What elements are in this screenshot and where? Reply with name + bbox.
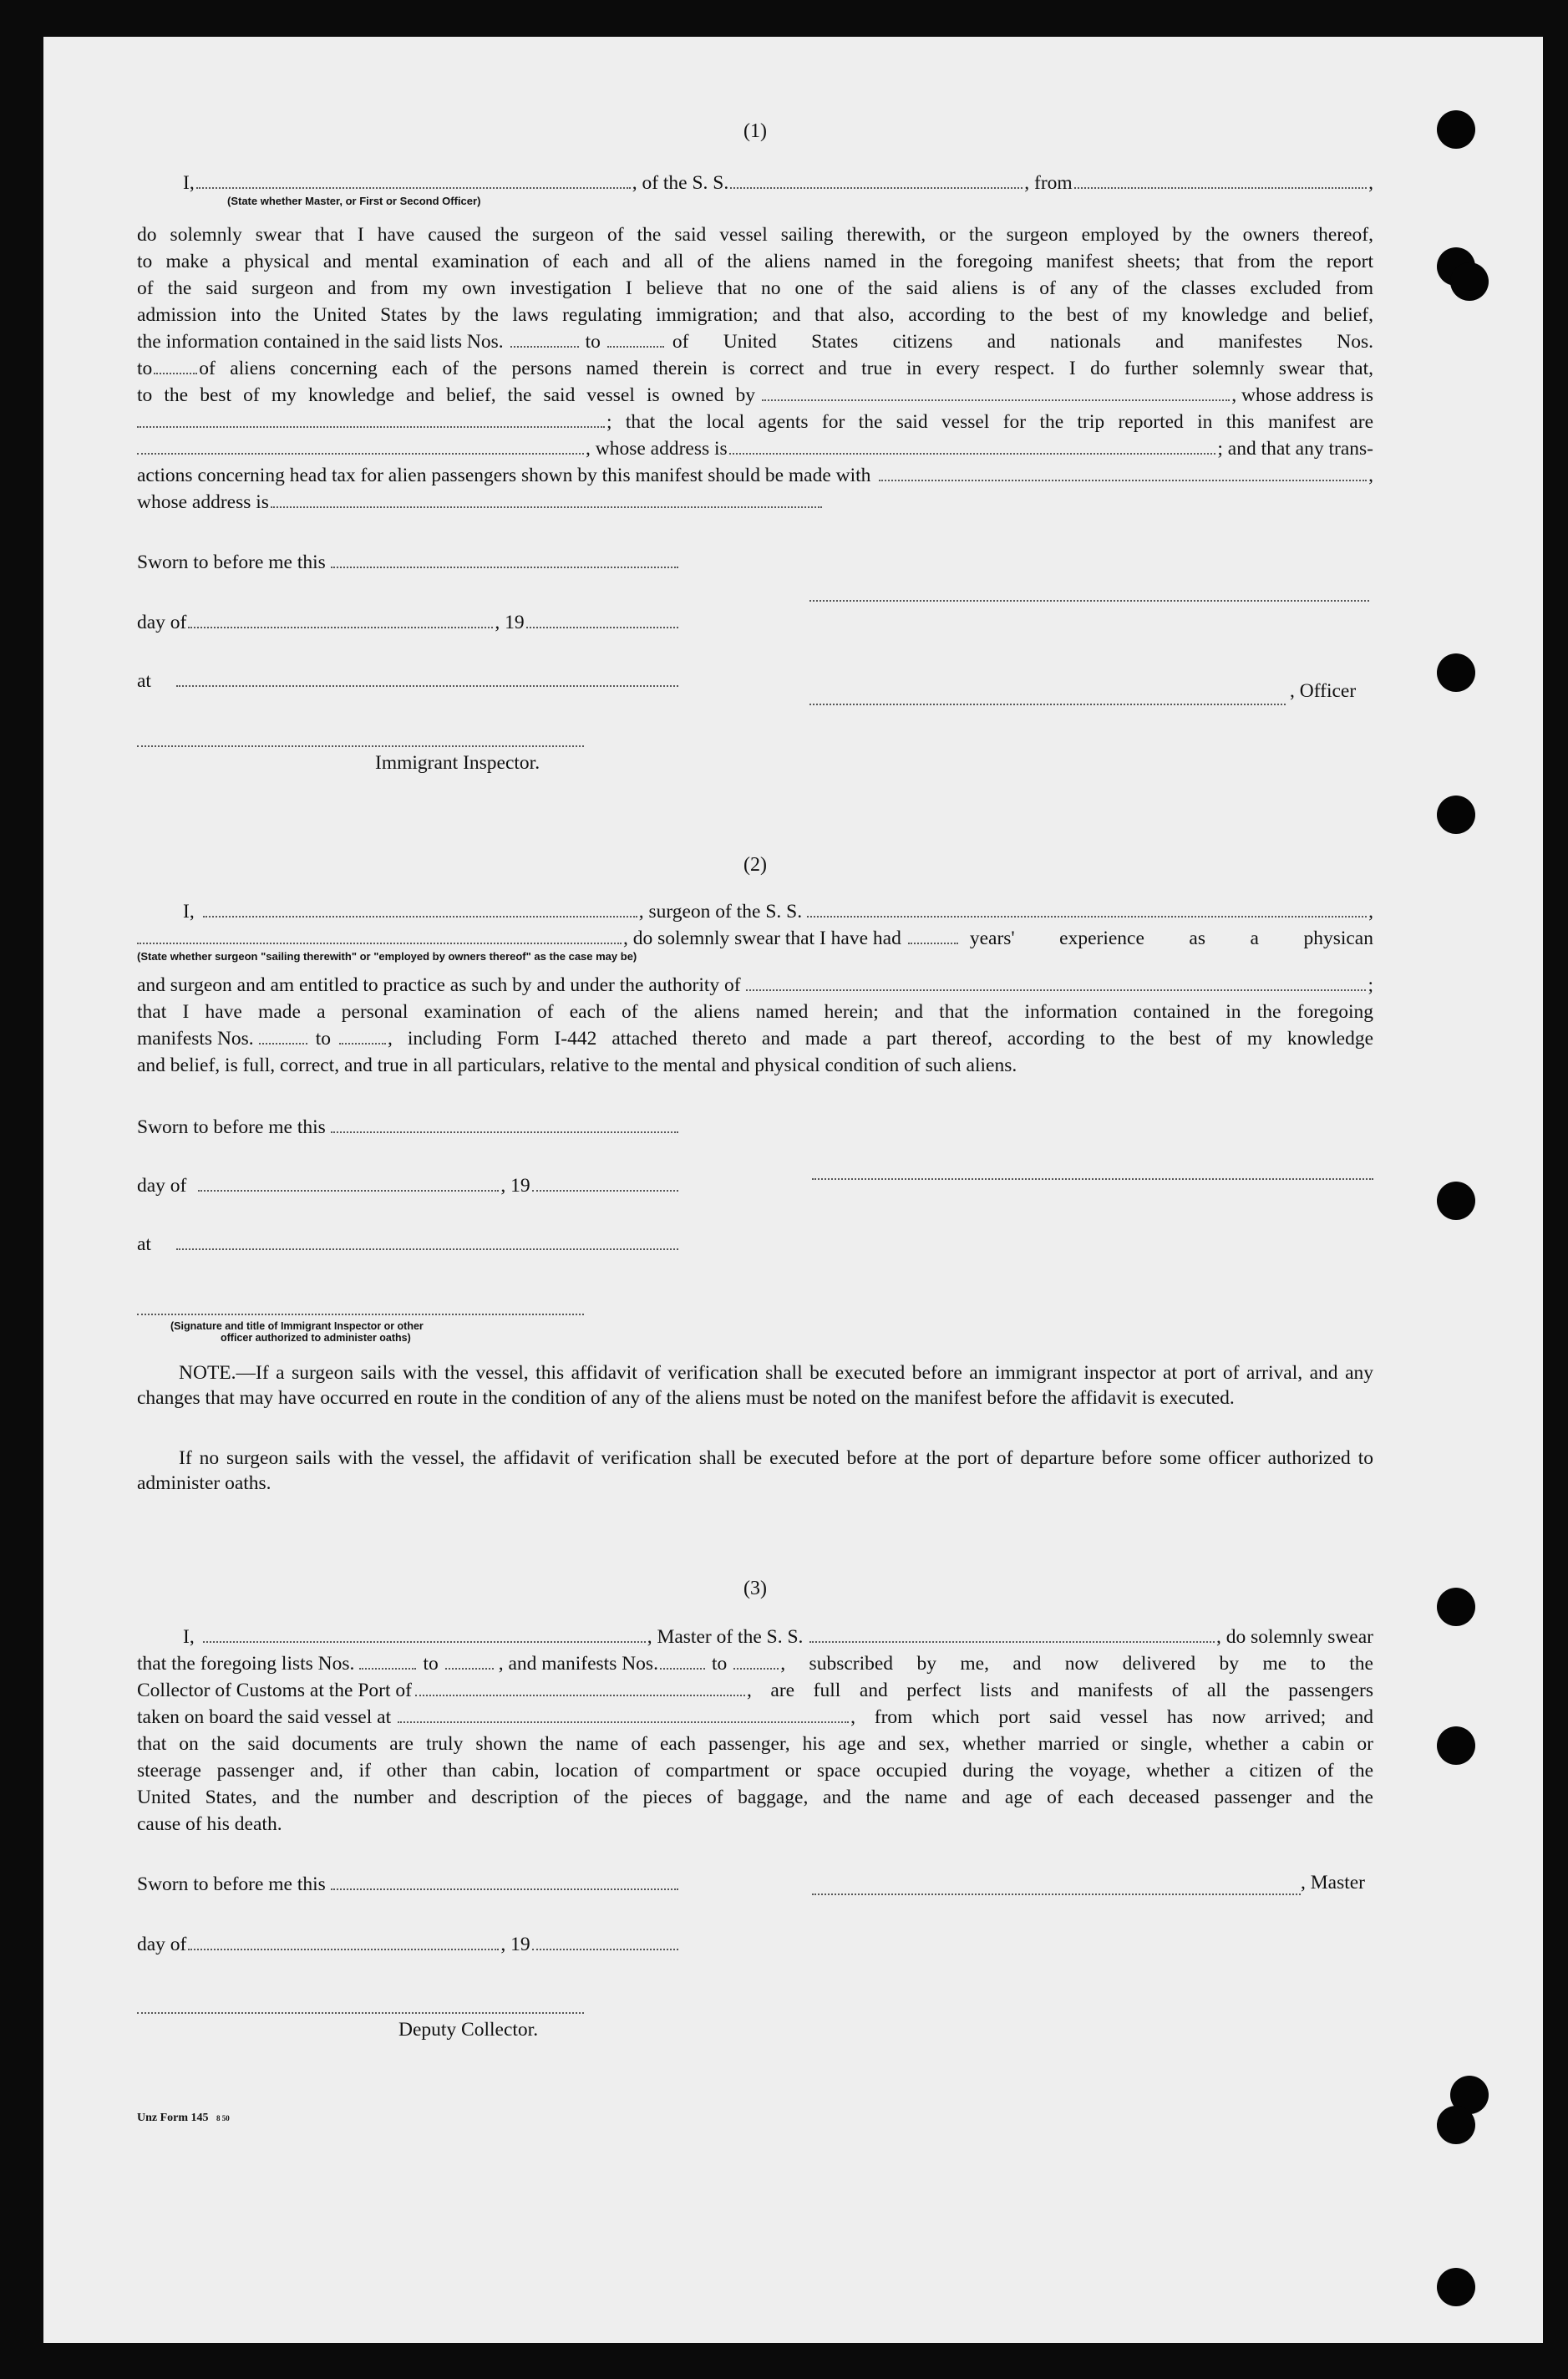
section-number: (1) <box>743 120 767 142</box>
surgeon-signature-line[interactable] <box>812 1177 1373 1180</box>
punch-hole <box>1437 1182 1475 1220</box>
surgeon-vessel-field[interactable] <box>807 914 1367 918</box>
years-field[interactable] <box>908 941 958 944</box>
port-field[interactable] <box>415 1693 745 1696</box>
surgeon-type-field[interactable] <box>137 941 622 944</box>
head-tax-line: actions concerning head tax for alien passengers shown by this manifest should be made with , <box>137 465 1373 486</box>
signature-caption: (Signature and title of Immigrant Inspector or other <box>170 1320 424 1332</box>
examination-line: that I have made a personal examination of each of the aliens named herein; and that the information contained in the foregoing <box>137 1001 1373 1023</box>
officer-name-field[interactable] <box>196 186 631 189</box>
punch-hole <box>1437 110 1475 149</box>
sworn-line: Sworn to before me this <box>137 550 680 575</box>
manifest-to-field[interactable] <box>154 371 197 374</box>
taken-on-board-line: taken on board the said vessel at , from which port said vessel has now arrived; and <box>137 1706 1373 1728</box>
punch-hole <box>1437 2106 1475 2144</box>
punch-hole <box>1437 1588 1475 1626</box>
master-signature-line[interactable] <box>812 1892 1301 1895</box>
owner-address-field[interactable] <box>137 424 605 428</box>
surgeon-line: I, , surgeon of the S. S. , <box>183 901 1373 923</box>
master-line: I, , Master of the S. S. , do solemnly swear <box>183 1626 1373 1648</box>
punch-hole <box>1450 262 1489 301</box>
surgeon-caption: (State whether surgeon "sailing therewith" or "employed by owners thereof" as the case may be) <box>137 950 637 963</box>
officer-line: I, , of the S. S. , from , <box>183 172 1373 194</box>
at-place-field[interactable] <box>176 684 678 687</box>
master-name-field[interactable] <box>203 1639 646 1643</box>
year-field[interactable] <box>532 1947 678 1950</box>
sworn-line: Sworn to before me this <box>137 1872 680 1897</box>
master-label: , Master <box>1301 1872 1366 1894</box>
section-number: (2) <box>743 854 767 876</box>
form-page <box>43 37 1543 2343</box>
head-tax-address-line: whose address is <box>137 490 1373 515</box>
lists-line: the information contained in the said lists Nos. to of United States citizens and nationals and manifestes Nos. <box>137 331 1373 353</box>
at-place-field[interactable] <box>176 1247 678 1250</box>
experience-line: , do solemnly swear that I have had years' experience as a physican <box>137 926 1373 951</box>
collector-line: Collector of Customs at the Port of , are full and perfect lists and manifests of all the passengers <box>137 1680 1373 1701</box>
head-tax-party-field[interactable] <box>879 478 1367 481</box>
officer-title-line[interactable] <box>809 702 1286 705</box>
surgeon-name-field[interactable] <box>203 914 637 918</box>
day-of-field[interactable] <box>188 1947 499 1950</box>
owner-line: to the best of my knowledge and belief, the said vessel is owned by , whose address is <box>137 384 1373 406</box>
oath-line: to make a physical and mental examination of each and all of the aliens named in the foregoing manifest sheets; that from the report <box>137 251 1373 272</box>
punch-hole <box>1437 653 1475 692</box>
form-number: Unz Form 145 8 50 <box>137 2112 230 2124</box>
signature-caption: officer authorized to administer oaths) <box>221 1332 411 1344</box>
authority-field[interactable] <box>746 988 1367 991</box>
sworn-date-field[interactable] <box>331 1130 678 1133</box>
master-lists-line: that the foregoing lists Nos. to , and manifests Nos. to , subscribed by me, and now delivered by me to the <box>137 1653 1373 1675</box>
oath-line: admission into the United States by the laws regulating immigration; and that also, according to the best of my knowledge and belief, <box>137 304 1373 326</box>
master-manifest-to-field[interactable] <box>733 1666 779 1670</box>
day-of-field[interactable] <box>198 1188 499 1192</box>
day-of-line: day of , 19 <box>137 610 680 635</box>
agents-line: ; that the local agents for the said vessel for the trip reported in this manifest are <box>137 409 1373 435</box>
day-of-field[interactable] <box>188 625 493 628</box>
agents-address-line: , whose address is ; and that any trans- <box>137 436 1373 461</box>
inspector-signature-line[interactable] <box>137 744 584 747</box>
head-tax-address-field[interactable] <box>271 505 822 508</box>
year-field[interactable] <box>532 1188 678 1192</box>
oath-line: cause of his death. <box>137 1813 282 1835</box>
at-line: at <box>137 668 680 694</box>
oath-line: steerage passenger and, if other than cabin, location of compartment or space occupied during the voyage, whether a citizen of the <box>137 1760 1373 1782</box>
departure-port-field[interactable] <box>398 1720 849 1723</box>
sworn-date-field[interactable] <box>331 565 678 568</box>
officer-signature-line[interactable] <box>809 598 1369 602</box>
sworn-date-field[interactable] <box>331 1887 678 1890</box>
note-paragraph: NOTE.—If a surgeon sails with the vessel, this affidavit of verification shall be executed before an immigrant inspector at port of arrival, and any changes that may have occurred en route in the condition of any of the aliens must be noted on the manifest before the affidavit is executed. <box>137 1362 1373 1409</box>
year-field[interactable] <box>526 625 678 628</box>
collector-signature-line[interactable] <box>137 2010 584 2014</box>
at-line: at <box>137 1232 680 1257</box>
sworn-line: Sworn to before me this <box>137 1115 680 1140</box>
punch-hole <box>1437 2268 1475 2306</box>
surgeon-manifest-from-field[interactable] <box>259 1041 307 1045</box>
surgeon-manifest-to-field[interactable] <box>339 1041 386 1045</box>
inspector-signature-line[interactable] <box>137 1312 584 1315</box>
vessel-name-field[interactable] <box>730 186 1022 189</box>
master-manifest-from-field[interactable] <box>660 1666 705 1670</box>
oath-line: of the said surgeon and from my own investigation I believe that no one of the said aliens is of any of the classes excluded from <box>137 277 1373 299</box>
surgeon-manifests-line: manifests Nos. to , including Form I-442 attached thereto and made a part thereof, according to the best of my knowledge <box>137 1028 1373 1050</box>
master-list-from-field[interactable] <box>359 1666 416 1670</box>
officer-caption: (State whether Master, or First or Second Officer) <box>227 195 481 207</box>
master-vessel-field[interactable] <box>809 1639 1215 1643</box>
inspector-label: Immigrant Inspector. <box>375 752 540 774</box>
belief-line: and belief, is full, correct, and true in all particulars, relative to the mental and physical condition of such aliens. <box>137 1055 1017 1076</box>
note-paragraph: If no surgeon sails with the vessel, the affidavit of verification shall be executed before at the port of departure before some officer authorized to administer oaths. <box>137 1447 1373 1494</box>
from-port-field[interactable] <box>1074 186 1367 189</box>
owner-field[interactable] <box>762 398 1230 401</box>
list-to-field[interactable] <box>607 344 664 348</box>
master-list-to-field[interactable] <box>445 1666 494 1670</box>
manifests-line: to of aliens concerning each of the persons named therein is correct and true in every respect. I do further solemnly swear that, <box>137 358 1373 379</box>
punch-hole <box>1437 796 1475 834</box>
list-from-field[interactable] <box>510 344 579 348</box>
authority-line: and surgeon and am entitled to practice as such by and under the authority of ; <box>137 974 1373 996</box>
oath-line: that on the said documents are truly shown the name of each passenger, his age and sex, whether married or single, whether a cabin or <box>137 1733 1373 1755</box>
collector-label: Deputy Collector. <box>398 2019 539 2041</box>
agents-field[interactable] <box>137 451 584 455</box>
agents-address-field[interactable] <box>729 451 1216 455</box>
day-of-line: day of , 19 <box>137 1932 680 1957</box>
section-number: (3) <box>743 1578 767 1599</box>
oath-line: United States, and the number and description of the pieces of baggage, and the name and age of each deceased passenger and the <box>137 1787 1373 1808</box>
day-of-line: day of , 19 <box>137 1173 680 1198</box>
punch-hole <box>1437 1726 1475 1765</box>
officer-label: , Officer <box>1290 680 1357 702</box>
oath-line: do solemnly swear that I have caused the surgeon of the said vessel sailing therewith, or the surgeon employed by the owners thereof, <box>137 224 1373 246</box>
